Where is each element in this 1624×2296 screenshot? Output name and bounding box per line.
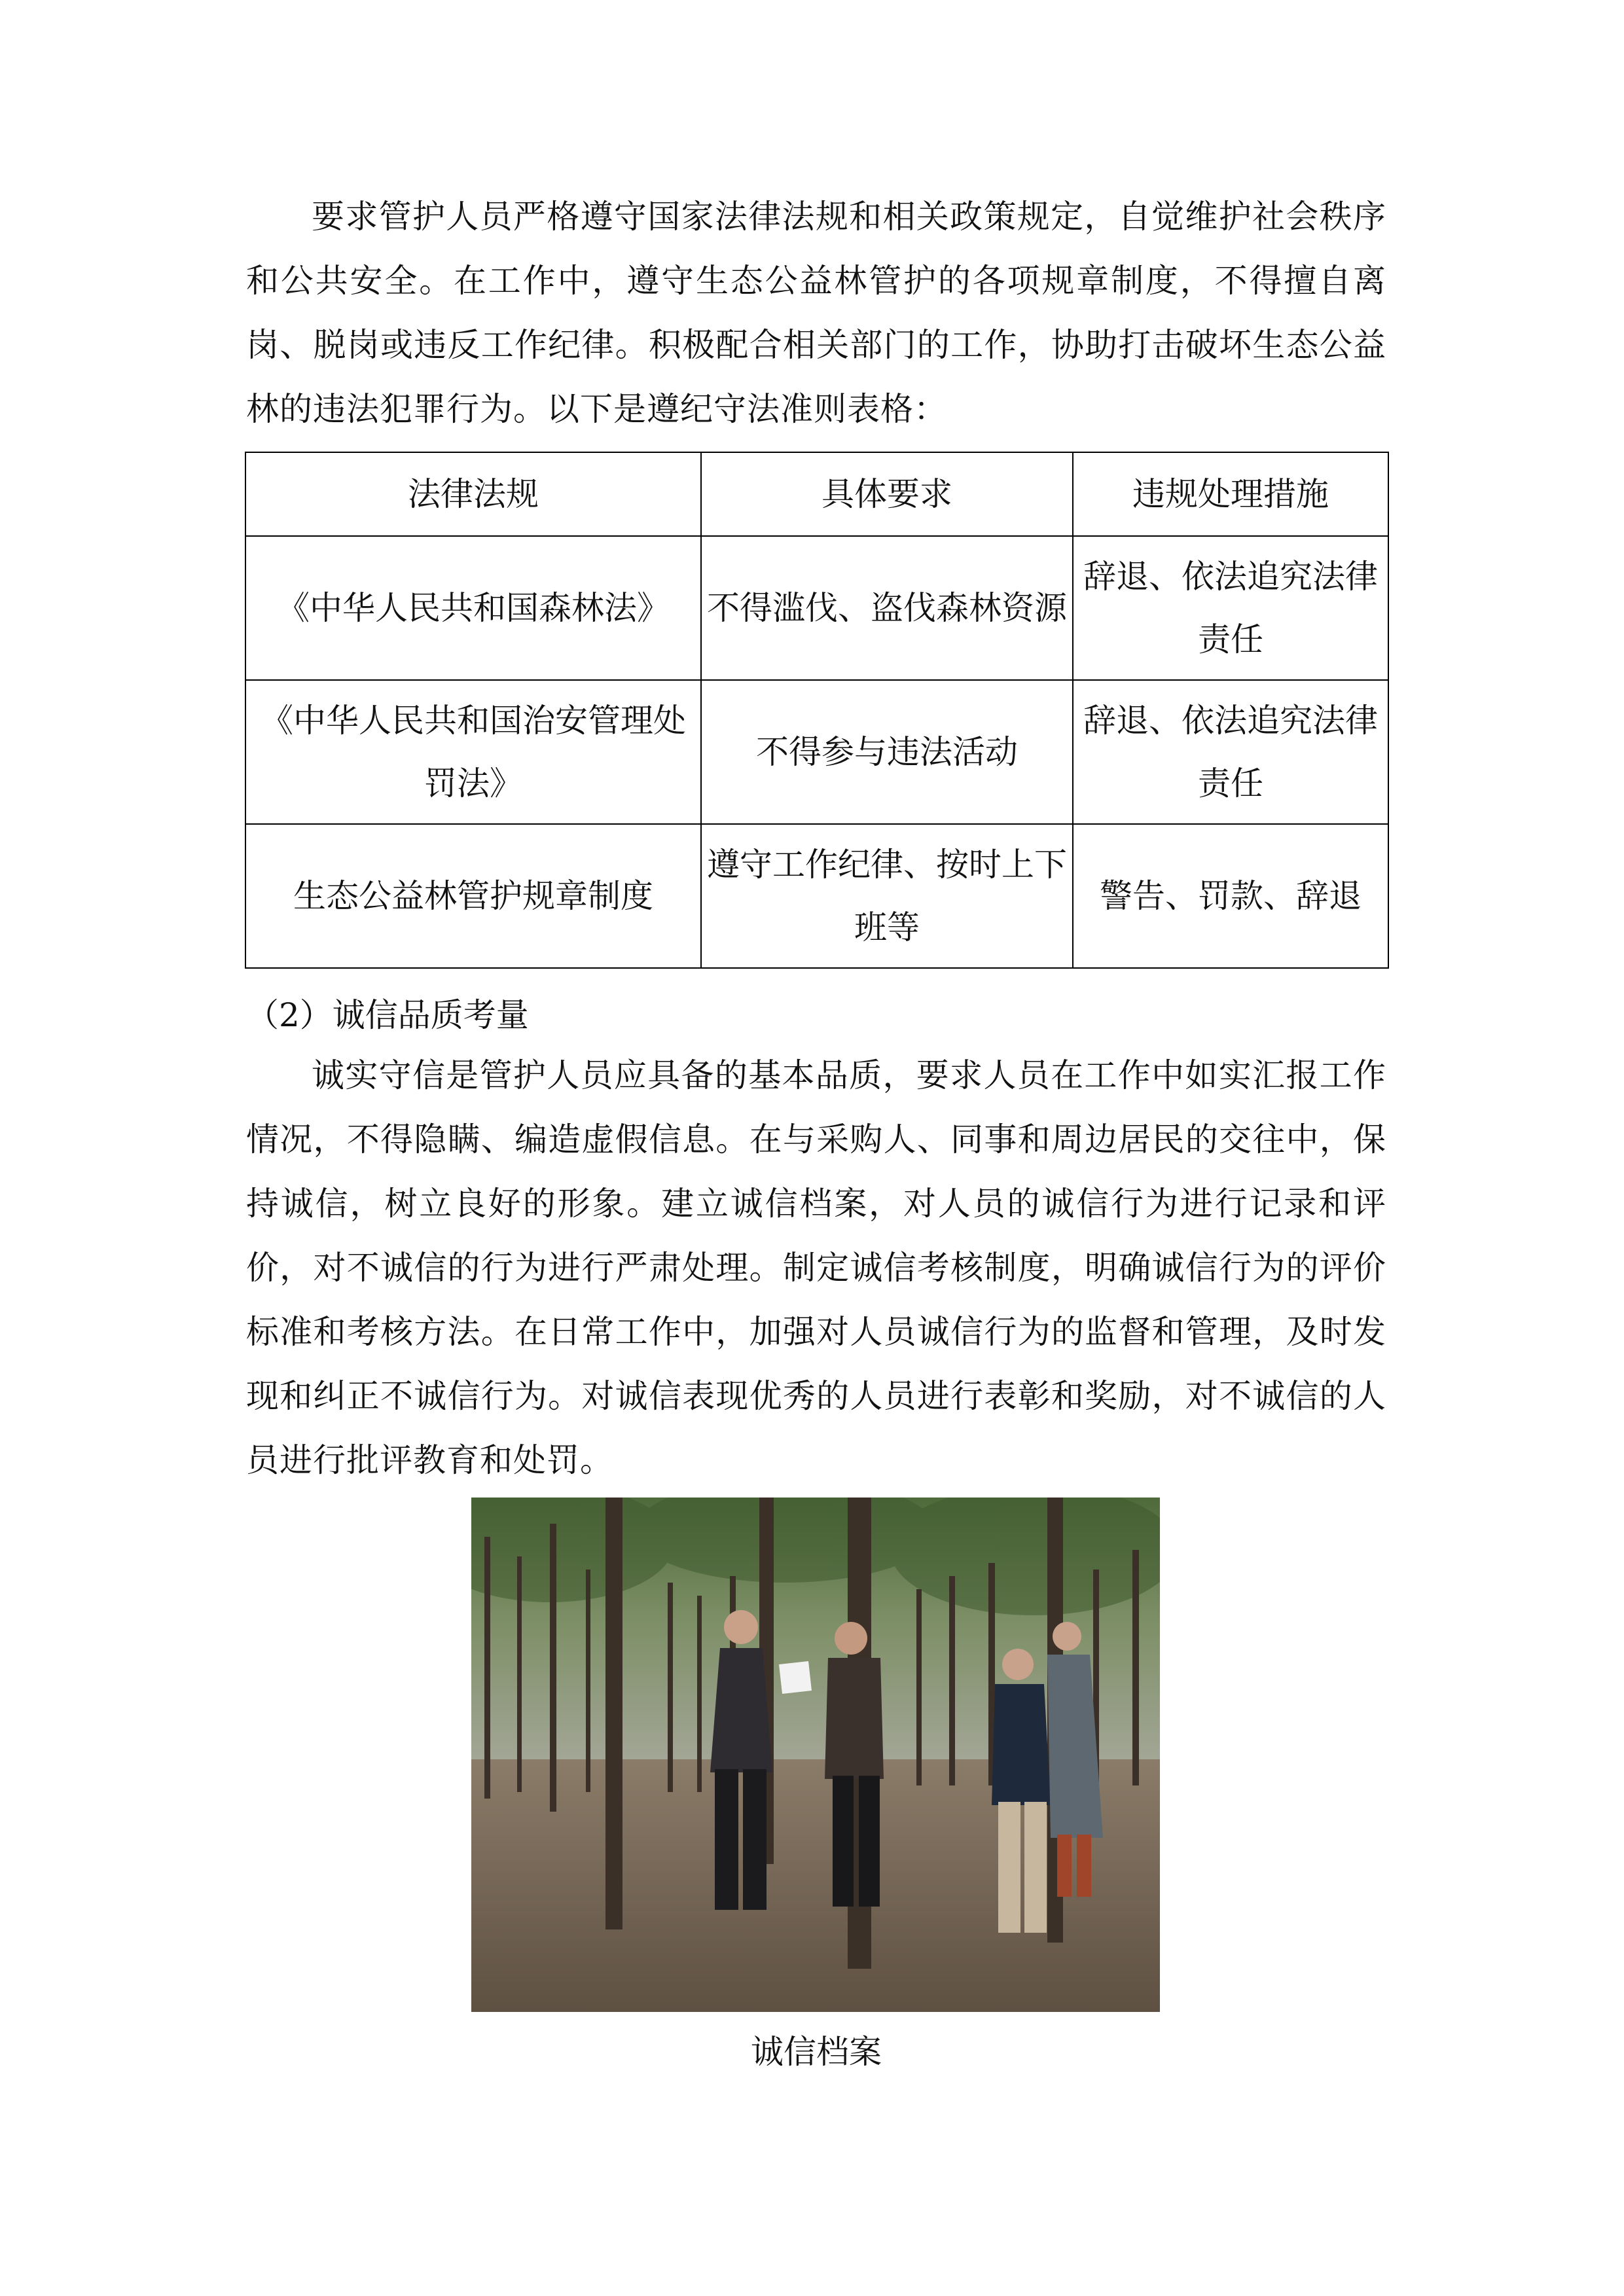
law-compliance-table <box>245 452 1389 969</box>
table-row <box>245 824 1388 968</box>
body-paragraph-integrity: 诚实守信是管护人员应具备的基本品质，要求人员在工作中如实汇报工作情况，不得隐瞒、编造虚假信息。在与采购人、同事和周边居民的交往中，保持诚信，树立良好的形象。建立诚信档案，对人员的诚信行为进行记录和评价，对不诚信的行为进行严肃处理。制定诚信考核制度，明确诚信行为的评价标准和考核方法。在日常工作中，加强对人员诚信行为的监督和管理，及时发现和纠正不诚信行为。对诚信表现优秀的人员进行表彰和奖励，对不诚信的人员进行批评教育和处罚。 <box>246 1056 1386 1479</box>
table-row <box>245 680 1388 824</box>
table-cell: 辞退、依法追究法律责任 <box>1073 536 1388 680</box>
table-cell: 《中华人民共和国治安管理处罚法》 <box>245 680 701 824</box>
table-cell: 警告、罚款、辞退 <box>1073 824 1388 968</box>
table-header-cell: 违规处理措施 <box>1073 452 1388 536</box>
body-paragraph-law-compliance: 要求管护人员严格遵守国家法律法规和相关政策规定，自觉维护社会秩序和公共安全。在工作中，遵守生态公益林管护的各项规章制度，不得擅自离岗、脱岗或违反工作纪律。积极配合相关部门的工作，协助打击破坏生态公益林的违法犯罪行为。以下是遵纪守法准则表格： <box>246 198 1386 428</box>
table-cell: 不得参与违法活动 <box>701 680 1073 824</box>
forest-inspection-photo <box>471 1498 1160 2012</box>
table-cell: 《中华人民共和国森林法》 <box>245 536 701 680</box>
table-header-row <box>245 452 1388 536</box>
figure-caption: 诚信档案 <box>751 2033 882 2071</box>
table-header-cell: 具体要求 <box>701 452 1073 536</box>
table-row <box>245 536 1388 680</box>
table-cell: 不得滥伐、盗伐森林资源 <box>701 536 1073 680</box>
table-cell: 辞退、依法追究法律责任 <box>1073 680 1388 824</box>
table-header-cell: 法律法规 <box>245 452 701 536</box>
table-cell: 遵守工作纪律、按时上下班等 <box>701 824 1073 968</box>
table-cell: 生态公益林管护规章制度 <box>245 824 701 968</box>
section-heading: （2）诚信品质考量 <box>246 996 529 1034</box>
